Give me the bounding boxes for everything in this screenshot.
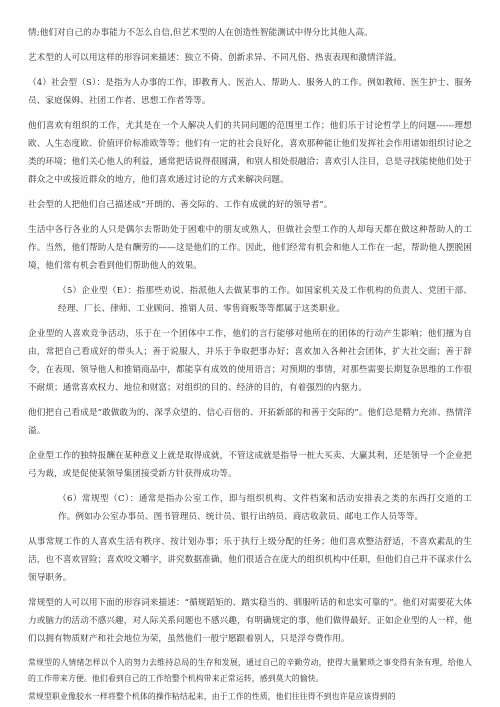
paragraph-artistic-confidence: 情;他们对自己的办事能力不怎么自信,但艺术型的人在创造性智能测试中得分比其他人高。 bbox=[28, 28, 373, 38]
paragraph-conventional-glue: 常规型职业像胶水一样将整个机体的操作粘结起来，由于工作的性质，他们往往得不到也许是应该得到的 bbox=[28, 692, 396, 701]
paragraph-social-type-description: 他们喜欢有组织的工作，尤其是在一个人解决人们的共同问题的范围里工作；他们乐于讨论哲学上的问题------理想欧、人生态度欧、价值评价标准欧等等；他们有一定的社会良好化，喜欢那种能让他们发挥社会作用诸如组织讨论之类的环境；他们关心他人的利益，通常把话说得很圆满，和别人相处很融洽；喜欢引人注目，总是寻找能使他们处于群众之中或接近群众的地方，他们喜欢通过讨论的方式来解决问题。 bbox=[28, 121, 472, 185]
paragraph-social-type-heading: （4）社会型（S）：是指为人办事的工作，即教育人、医治人、帮助人、服务人的工作。例如教师、医生护士、服务员、家庭保姆、社团工作者、思想工作者等等。 bbox=[28, 78, 472, 106]
paragraph-enterprising-reward: 企业型工作的独特报酬在某种意义上就是取得成就，不管这成就是指导一桩大买卖、大赢其利，还是领导一个企业把弓为裁，或是促使某领导集团接受新方针获得成功等。 bbox=[28, 451, 472, 479]
paragraph-artistic-adjectives: 艺术型的人可以用这样的形容词来描述：独立不倚、创新求异、不同凡俗、热衷表现和激情洋溢。 bbox=[28, 53, 402, 63]
paragraph-social-self-description: 社会型的人把他们自己描述成“开朗的、善交际的、工作有成就的好的领导者”。 bbox=[28, 200, 333, 210]
paragraph-conventional-adjectives: 常规型的人可以用下面的形容词来描述：“循规蹈矩的、踏实稳当的、驯服听话的和忠实可靠的”。他们对需要花大体力或脑力的活动不感兴趣，对人际关系问题也不感兴趣，有明确规定的事，他们做得最好。正如企业型的人一样，他们以拥有物质财产和社会地位为荣，虽然他们一般宁愿跟着别人，只是浮夸费作用。 bbox=[28, 598, 472, 644]
paragraph-social-helping: 生活中各行各业的人只是偶尔去帮助处于困难中的朋友或熟人，但做社会型工作的人却每天都在做这种帮助人的工作。当然，他们帮助人是有酬劳的——这是他们的工作。因此，他们经常有机会和他人工作在一起，帮助他人摆脱困境，他们常有机会看到他们帮助他人的效果。 bbox=[28, 225, 472, 271]
paragraph-enterprising-description: 企业型的人喜欢竞争活动，乐于在一个团体中工作，他们的言行能够对他所在的团体的行动产生影响；他们擅为自由，常把自己看成好的带头人；善于说服人，并乐于争取把事办好；喜欢加入各种社会团体，扩大社交面；善于辞令，在表现、领导他人和推销商品中，都能享有成效的使用语言；对预期的事情，对那些需要长期复杂思维的工作很不耐烦；通常喜欢权力、地位和财富；对组织的目的、经济的目的，有着强烈的内驱力。 bbox=[28, 329, 472, 393]
paragraph-conventional-description: 从事常规工作的人喜欢生活有秩序、按计划办事；乐于执行上级分配的任务；他们喜欢整洁舒适，不喜欢素乱的生活，也不喜欢冒险；喜欢咬文嚼字，讲究数据准确，他们很适合在庞大的组织机构中任职，但他们自己并不谋求什么领导职务。 bbox=[28, 537, 472, 583]
paragraph-conventional-type-heading: （6）常规型（C）：通常是指办公室工作，即与组织机构、文件档案和活动安排表之类的东西打交道的工作。例如办公室办事员、图书管理员、统计员、银行出纳员、商店收款员、邮电工作人员等等。 bbox=[58, 494, 472, 522]
paragraph-enterprising-type-heading: （5）企业型（E）：指那些劝说、指派他人去做某事的工作。如国家机关及工作机构的负责人、党团干部、经理、厂长、律师、工业顾问、推销人员、零售商贩等等都属于这类职业。 bbox=[58, 286, 472, 314]
paragraph-enterprising-self-description: 他们把自己看成是“敢做敢为的、深孚众望的、信心百倍的、开拓新部的和善于交际的”。他们总是精力充沛、热情洋溢。 bbox=[28, 408, 472, 436]
paragraph-conventional-effort: 常规型的人情绪怎样以个人的努力去维持总局的生存和发展，通过自己的辛勤劳动，使得大量繁琐之事变得有条有理，给他人的工作带来方便。他们看到自己的工作给整个机构带来正常运转，感到莫大的愉快。 bbox=[28, 658, 472, 683]
